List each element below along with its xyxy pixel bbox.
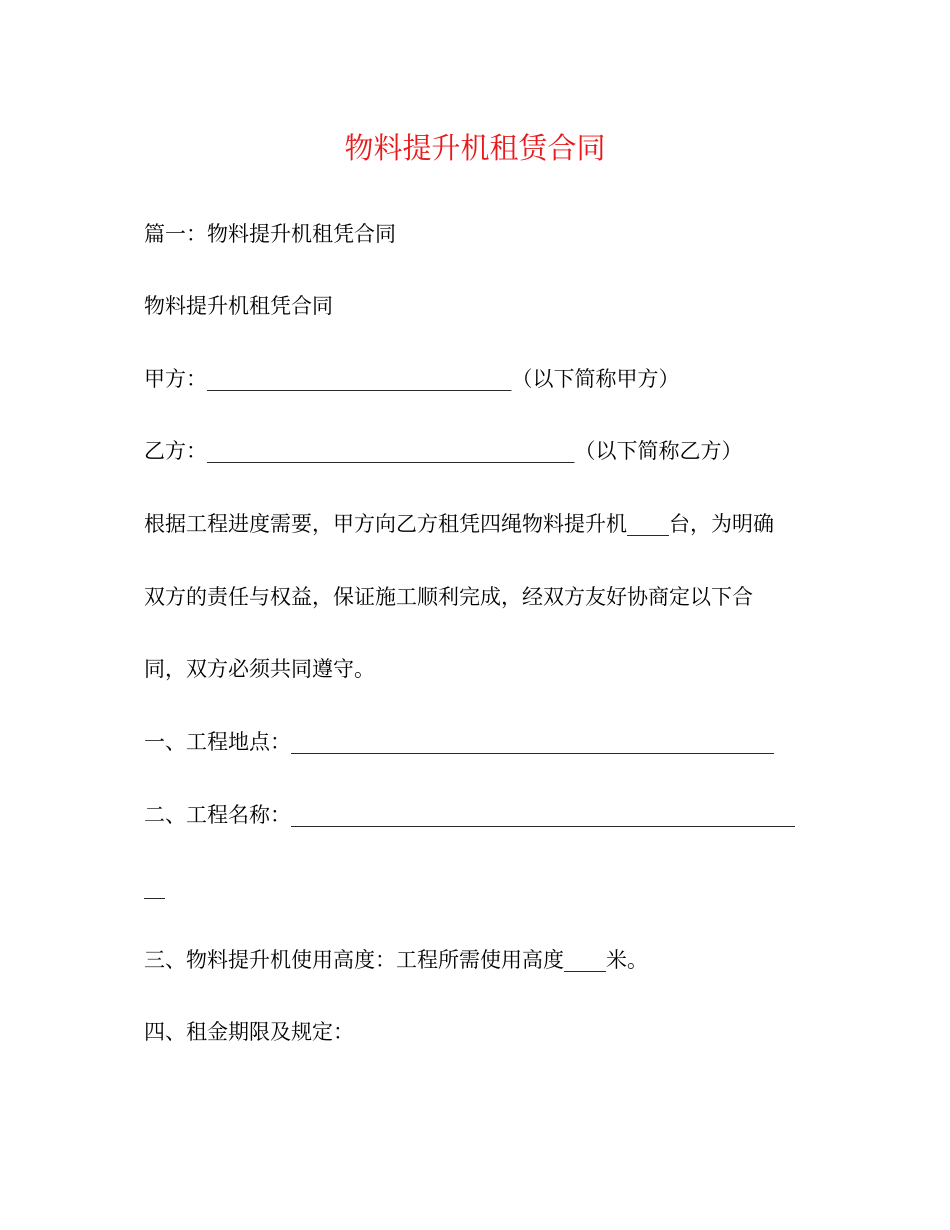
clause-hoist-height: 三、物料提升机使用高度：工程所需使用高度____米。 [144, 948, 648, 972]
body-paragraph-line-1: 根据工程进度需要，甲方向乙方租凭四绳物料提升机____台，为明确 [144, 512, 774, 536]
clause-project-name: 二、工程名称：________________________________________________ [144, 803, 795, 827]
party-b-line: 乙方：___________________________________（以下简称乙方） [144, 439, 743, 463]
clause-rental-term: 四、租金期限及规定： [144, 1020, 354, 1044]
body-paragraph-line-3: 同，双方必须共同遵守。 [144, 657, 375, 681]
clause-project-location: 一、工程地点：______________________________________________ [144, 730, 774, 754]
section-heading-part-one: 篇一：物料提升机租凭合同 [144, 222, 396, 246]
clause-project-name-continuation: __ [144, 875, 165, 899]
contract-name-line: 物料提升机租凭合同 [144, 294, 333, 318]
body-paragraph-line-2: 双方的责任与权益，保证施工顺利完成，经双方友好协商定以下合 [144, 585, 753, 609]
document-title: 物料提升机租赁合同 [344, 131, 606, 165]
party-a-line: 甲方：_____________________________（以下简称甲方） [144, 367, 680, 391]
